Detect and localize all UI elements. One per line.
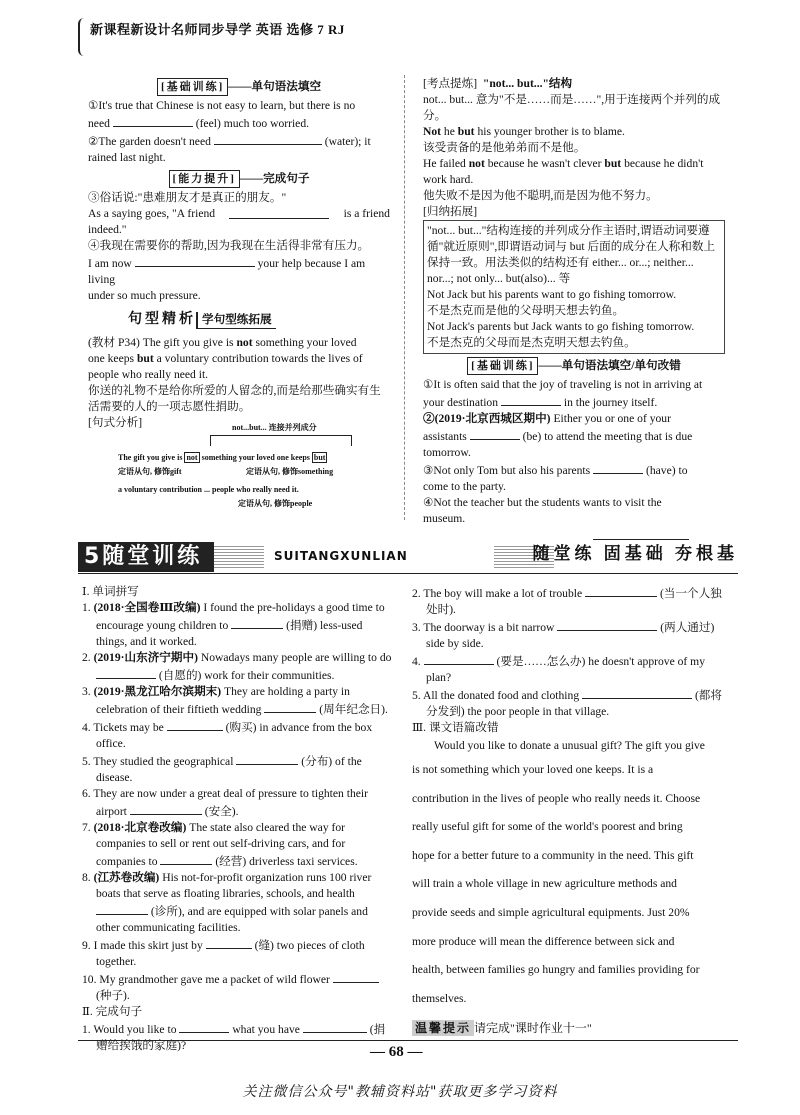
question-item: 5. They studied the geographical (分布) of the disease.	[82, 752, 392, 786]
column-divider	[404, 75, 405, 520]
blank[interactable]	[113, 114, 193, 127]
exercise-left: Ⅰ. 单词拼写 1. (2018·全国卷Ⅲ改编) I found the pre-holidays a good time to encourage young children to (捐赠) less-used things, and it worked. 2. (2019·山东济宁期中) Nowadays many people are willing to do (自愿的) work for their communities. 3. (2019·黑龙江哈尔滨期末) They are holding a party in celebration of their fiftieth wedding (周年纪念日). 4. Tickets may be (购买) in advance from the box office. 5. They studied the geographical (分布) of the disease. 6. They are now under a great deal of pressure to tighten their airport (安全). 7. (2018·北京卷改编) The state also cleared the way for companies to sell or rent out self-driving cars, and for companies to (经营) driverless taxi services. 8. (江苏卷改编) His not-for-profit organization runs 100 river boats that serve as floating libraries, schools, and health (诊所), and are equipped with solar panels and other communicating facilities. 9. I made this skirt just by (缝) two pieces of cloth together. 10. My grandmother gave me a packet of wild flower (种子). Ⅱ. 完成句子 1. Would you like to what you have (捐赠给挨饿的家庭)?	[82, 585, 392, 1052]
question-item: 9. I made this skirt just by (缝) two pieces of cloth together.	[82, 936, 392, 970]
blank[interactable]	[96, 666, 156, 679]
question-item: 2. The boy will make a lot of trouble (当一个人独处时).	[412, 584, 724, 618]
question-item: 2. (2019·山东济宁期中) Nowadays many people are willing to do (自愿的) work for their communities.	[82, 651, 392, 682]
banner-title: 5随堂训练	[78, 542, 214, 572]
question-item: 4. Tickets may be (购买) in advance from the box office.	[82, 718, 392, 752]
question-item: 5. All the donated food and clothing (都将分发到) the poor people in that village.	[412, 686, 724, 720]
blank[interactable]	[333, 970, 379, 983]
question-item: 1. (2018·全国卷Ⅲ改编) I found the pre-holidays a good time to encourage young children to (捐赠) less-used things, and it worked.	[82, 601, 385, 648]
exercise-right: 2. The boy will make a lot of trouble (当一个人独处时). 3. The doorway is a bit narrow (两人通过) side by side. 4. (要是……怎么办) he doesn't approve of my plan? 5. All the donated food and clothing (都将分发到) the poor people in that village. Ⅲ. 课文语篇改错 Would you like to donate a unusual gift? The gift you give is not something which your loved one keeps. It is a contribution in the lives of people who really needs it. Choose really useful gift for some of the world's poorest and bring hope for a better future to a community in the need. This gift will train a whole village in new agriculture methods and provide seeds and simple agricultural equipments. Just 20% more produce will mean the difference between sick and health, between families go hungry and families providing for themselves.	[412, 584, 724, 1013]
blank[interactable]	[167, 718, 223, 731]
question-item: 7. (2018·北京卷改编) The state also cleared the way for companies to sell or rent out self-driving cars, and for companies to (经营) driverless taxi services.	[82, 821, 358, 868]
essay: Would you like to donate a unusual gift? The gift you give is not something which your loved one keeps. It is a contribution in the lives of people who really needs it. Choose really useful gift for some of the world's poorest and bring hope for a better future to a community in the need. This gift will train a whole village in new agriculture methods and provide seeds and simple agricultural equipments. Just 20% more produce will mean the difference between sick and health, between families go hungry and families providing for themselves.	[412, 739, 705, 1005]
banner-pinyin: SUITANGXUNLIAN	[274, 549, 408, 563]
reminder: 温馨提示 请完成"课时作业十一"	[412, 1020, 592, 1036]
section-heading: [基础训练]	[467, 357, 538, 375]
blank[interactable]	[236, 752, 298, 765]
question-item: 4. (要是……怎么办) he doesn't approve of my plan?	[412, 652, 724, 686]
blank[interactable]	[179, 1020, 229, 1033]
question-item: 3. (2019·黑龙江哈尔滨期末) They are holding a party in celebration of their fiftieth wedding (周年纪念日).	[82, 685, 388, 716]
section-heading: [基础训练]	[157, 78, 228, 96]
blank[interactable]	[585, 584, 657, 597]
blank[interactable]	[593, 527, 689, 540]
page-header: 新课程新设计名师同步导学 英语 选修 7 RJ	[90, 22, 345, 37]
blank[interactable]	[214, 132, 322, 145]
blank[interactable]	[557, 618, 657, 631]
left-column: [基础训练] ——单句语法填空 ①It's true that Chinese is not easy to learn, but there is no need (feel) much too worried. ②The garden doesn't need (water); it rained last night. [能力提升] ——完成句子 ③俗话说:"患难朋友才是真正的朋友。" As a saying goes, "A friend is a friend indeed." ④我现在需要你的帮助,因为我现在生活得非常有压力。 I am now your help because I am living under so much pressure. 句型精析 学句型练拓展 (教材 P34) The gift you give is not something your loved one keeps but a voluntary contribution towards the lives of people who really need it. 你送的礼物不是给你所爱的人留念的,而是给那些确实有生活需要的人的一项志愿性捐助。 [句式分析]	[88, 80, 390, 429]
bracket-line	[210, 435, 352, 446]
blank[interactable]	[96, 902, 148, 915]
blank[interactable]	[582, 686, 692, 699]
question-item: 3. The doorway is a bit narrow (两人通过) side by side.	[412, 618, 724, 652]
sentence-diagram: not...but... 连接并列成分 The gift you give is not something your loved one keeps but 定语从句, 修饰gift 定语从句, 修饰something a voluntary contribution ... people who really need it. 定语从句, 修饰people	[110, 420, 390, 520]
blank[interactable]	[593, 461, 643, 474]
section-title: 句型精析	[128, 312, 196, 327]
blank[interactable]	[130, 802, 202, 815]
banner-slogan: 随堂练 固基础 夯根基	[532, 544, 738, 563]
section-heading: [能力提升]	[169, 170, 240, 188]
question-item: 1. Would you like to what you have (捐赠给挨饿的家庭)?	[82, 1020, 392, 1054]
blank[interactable]	[229, 206, 329, 219]
blank[interactable]	[501, 393, 561, 406]
blank[interactable]	[135, 254, 255, 267]
question-item: 6. They are now under a great deal of pressure to tighten their airport (安全).	[82, 787, 368, 818]
footer-note: 关注微信公众号"教辅资料站"获取更多学习资料	[242, 1084, 558, 1100]
blank[interactable]	[303, 1020, 367, 1033]
section-banner	[78, 542, 738, 572]
blank[interactable]	[160, 852, 212, 865]
blank[interactable]	[424, 652, 494, 665]
question-item: 10. My grandmother gave me a packet of wild flower (种子).	[82, 970, 392, 1004]
summary-box: "not... but..."结构连接的并列成分作主语时,谓语动词要遵循"就近原则",即谓语动词与 but 后面的成分在人称和数上保持一致。用法类似的结构还有 either... or...; neither... nor...; not only... but(also)... 等 Not Jack but his parents want to go fishing tomorrow. 不是杰克而是他的父母明天想去钓鱼。 Not Jack's parents but Jack wants to go fishing tomorrow. 不是杰克的父母而是杰克明天想去钓鱼。	[423, 220, 725, 354]
question-item: 8. (江苏卷改编) His not-for-profit organization runs 100 river boats that serve as floating libraries, schools, and health (诊所), and are equipped with solar panels and other communicating facilities.	[82, 871, 372, 934]
page-number: — 68 —	[370, 1044, 423, 1060]
blank[interactable]	[470, 427, 520, 440]
blank[interactable]	[264, 700, 316, 713]
right-column: [考点提炼] "not... but..."结构 not... but... 意为"不是……而是……",用于连接两个并列的成分。 Not he but his younger brother is to blame. 该受责备的是他弟弟而不是他。 He failed not because he wasn't clever but because he didn't work hard. 他失败不是因为他不聪明,而是因为他不努力。 [归纳拓展] "not... but..."结构连接的并列成分作主语时,谓语动词要遵循"就近原则",即谓语动词与 but 后面的成分在人称和数上保持一致。用法类似的结构还有 either... or...; neither... nor...; not only... but(also)... 等 Not Jack but his parents want to go fishing tomorrow. 不是杰克而是他的父母明天想去钓鱼。 Not Jack's parents but Jack wants to go fishing tomorrow. 不是杰克的父母而是杰克明天想去钓鱼。 [基础训练] ——单句语法填空/单句改错 ①It is often said that the joy of traveling is not in arriving at your destination in the journey itself. ②(2019·北京西城区期中) Either you or one of your assistants (be) to attend the meeting that is due tomorrow. ③Not only Tom but also his parents (have) to come to the party. ④Not the teacher but the students wants to visit the museum.	[423, 76, 725, 545]
header-bracket	[78, 18, 86, 56]
blank[interactable]	[206, 936, 252, 949]
blank[interactable]	[231, 616, 283, 629]
